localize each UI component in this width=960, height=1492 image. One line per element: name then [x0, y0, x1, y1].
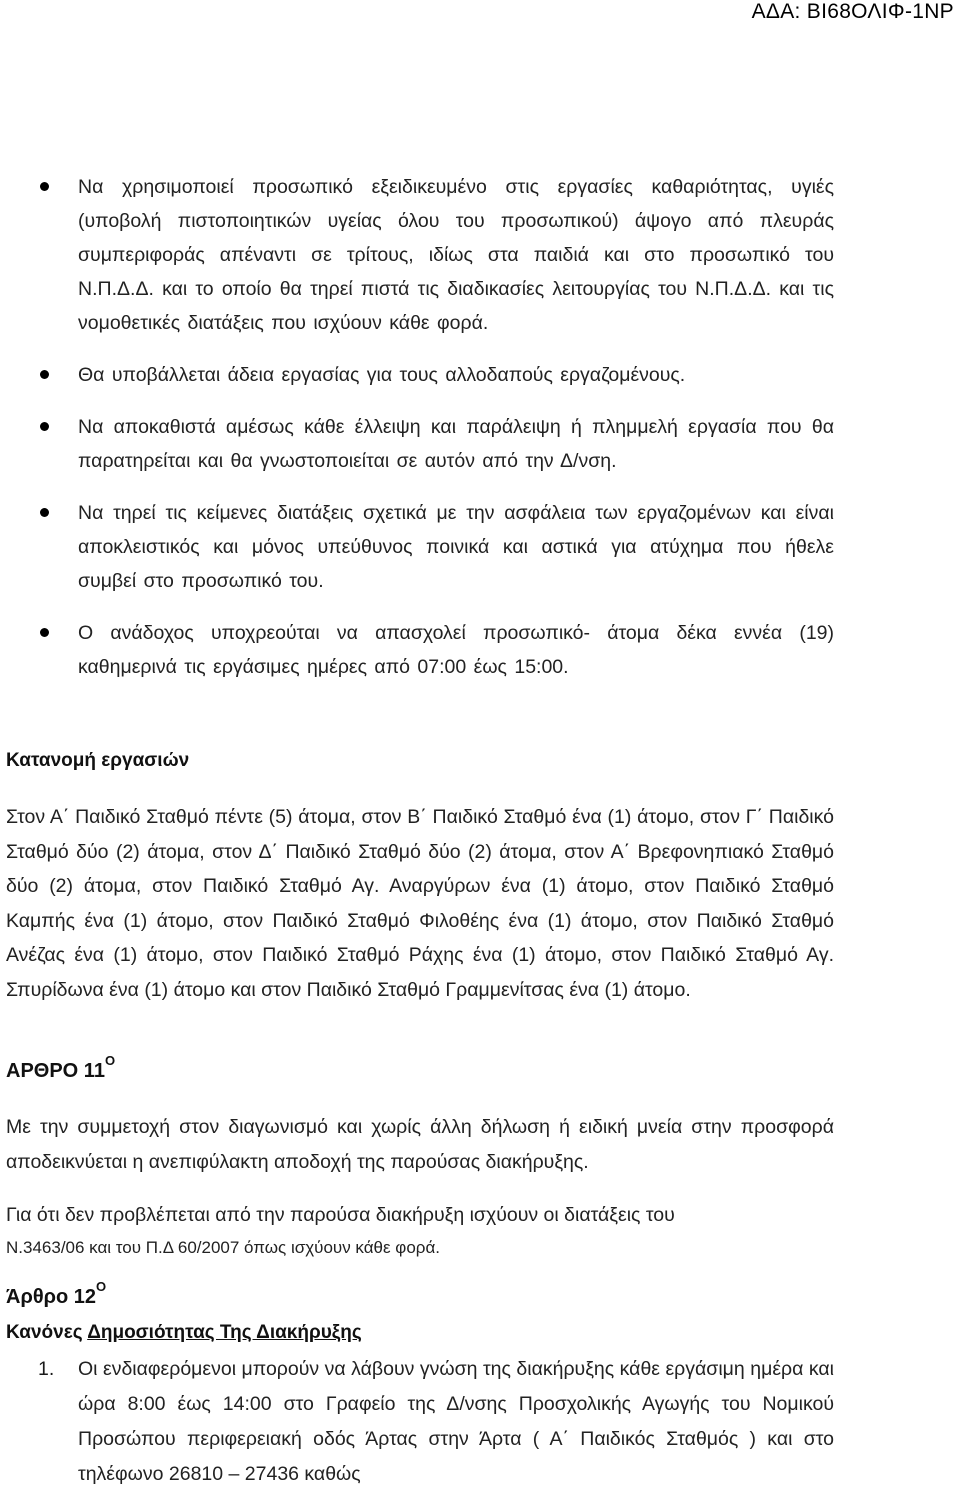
- item-text: Οι ενδιαφερόμενοι μπορούν να λάβουν γνώση της διακήρυξης κάθε εργάσιμη ημέρα και ώρα 8:00 έως 14:00 στο Γραφείο της Δ/νσης Προσχολικής Αγωγής του Νομικού Προσώπου περιφερειακή οδός Άρτας στην Άρτα ( Α΄ Παιδικός Σταθμός ) και στο τηλέφωνο 26810 – 27436 καθώς: [78, 1358, 834, 1485]
- article-12-subtitle-prefix: Κανόνες: [6, 1322, 88, 1343]
- bullet-icon: [40, 370, 49, 379]
- bullet-icon: [40, 422, 49, 431]
- article-11-paragraph-2-main: Για ότι δεν προβλέπεται από την παρούσα διακήρυξη ισχύουν οι διατάξεις του: [6, 1204, 675, 1226]
- article-11-title: ΑΡΘΡΟ 11: [6, 1060, 105, 1082]
- numbered-item: [38, 1352, 834, 1492]
- article-12-heading: [6, 1279, 834, 1309]
- list-item: [0, 170, 960, 340]
- bullet-text: Να χρησιμοποιεί προσωπικό εξειδικευμένο στις εργασίες καθαριότητας, υγιές (υποβολή πιστοποιητικών υγείας όλου του προσωπικού) άψογο από πλευράς συμπεριφοράς απέναντι σε τρίτους, ιδίως στα παιδιά και στο προσωπικό του Ν.Π.Δ.Δ. και το οποίο θα τηρεί πιστά τις διαδικασίες λειτουργίας του Ν.Π.Δ.Δ. και τις νομοθετικές διατάξεις που ισχύουν κάθε φορά.: [78, 176, 834, 334]
- article-12-title: Άρθρο 12: [6, 1286, 97, 1308]
- work-allocation-text: Στον Α΄ Παιδικό Σταθμό πέντε (5) άτομα, στον Β΄ Παιδικό Σταθμό ένα (1) άτομο, στον Γ΄ Παιδικό Σταθμό δύο (2) άτομα, στον Δ΄ Παιδικό Σταθμό δύο (2) άτομα, στον Α΄ Βρεφονηπιακό Σταθμό δύο (2) άτομα, στον Παιδικό Σταθμό Αγ. Αναργύρων ένα (1) άτομο, στον Παιδικό Σταθμό Καμπής ένα (1) άτομο, στον Παιδικό Σταθμό Φιλοθέης ένα (1) άτομο, στον Παιδικό Σταθμό Ανέζας ένα (1) άτομο, στον Παιδικό Σταθμό Ράχης ένα (1) άτομο, στον Παιδικό Σταθμό Αγ. Σπυρίδωνα ένα (1) άτομο και στον Παιδικό Σταθμό Γραμμενίτσας ένα (1) άτομο.: [6, 806, 834, 1001]
- article-12-superscript: Ο: [96, 1279, 107, 1295]
- bullet-icon: [40, 508, 49, 517]
- bullet-icon: [40, 628, 49, 637]
- article-12-subtitle-underlined: Δημοσιότητας Της Διακήρυξης: [87, 1322, 362, 1343]
- article-11-heading: [6, 1053, 834, 1083]
- bullet-icon: [40, 182, 49, 191]
- ada-code: ΑΔΑ: ΒΙ68ΟΛΙΦ-1ΝΡ: [751, 0, 954, 23]
- list-item: [0, 410, 960, 478]
- article-11-superscript: Ο: [104, 1053, 116, 1069]
- item-number: 1.: [38, 1358, 55, 1380]
- article-11-paragraph-1: Με την συμμετοχή στον διαγωνισμό και χωρίς άλλη δήλωση ή ειδική μνεία στην προσφορά αποδεικνύεται η ανεπιφύλακτη αποδοχή της παρούσας διακήρυξης.: [6, 1116, 834, 1173]
- list-item: [0, 496, 960, 598]
- work-allocation-heading: Κατανομή εργασιών: [6, 750, 190, 771]
- article-11-paragraph-2: [6, 1198, 834, 1263]
- bullet-list: [0, 170, 960, 702]
- bullet-text: Ο ανάδοχος υποχρεούται να απασχολεί προσωπικό- άτομα δέκα εννέα (19) καθημερινά τις εργάσιμες ημέρες από 07:00 έως 15:00.: [78, 622, 834, 678]
- list-item: [0, 358, 960, 392]
- bullet-text: Να τηρεί τις κείμενες διατάξεις σχετικά με την ασφάλεια των εργαζομένων και είναι αποκλειστικός και μόνος υπεύθυνος ποινικά και αστικά για ατύχημα που ήθελε συμβεί στο προσωπικό του.: [78, 502, 834, 592]
- list-item: [0, 616, 960, 684]
- article-11-paragraph-2-small: Ν.3463/06 και του Π.Δ 60/2007 όπως ισχύουν κάθε φορά.: [6, 1237, 440, 1257]
- bullet-text: Να αποκαθιστά αμέσως κάθε έλλειψη και παράλειψη ή πλημμελή εργασία που θα παρατηρείται και θα γνωστοποιείται σε αυτόν από την Δ/νση.: [78, 416, 834, 472]
- bullet-text: Θα υποβάλλεται άδεια εργασίας για τους αλλοδαπούς εργαζομένους.: [78, 364, 686, 386]
- article-12-subtitle: [6, 1322, 834, 1344]
